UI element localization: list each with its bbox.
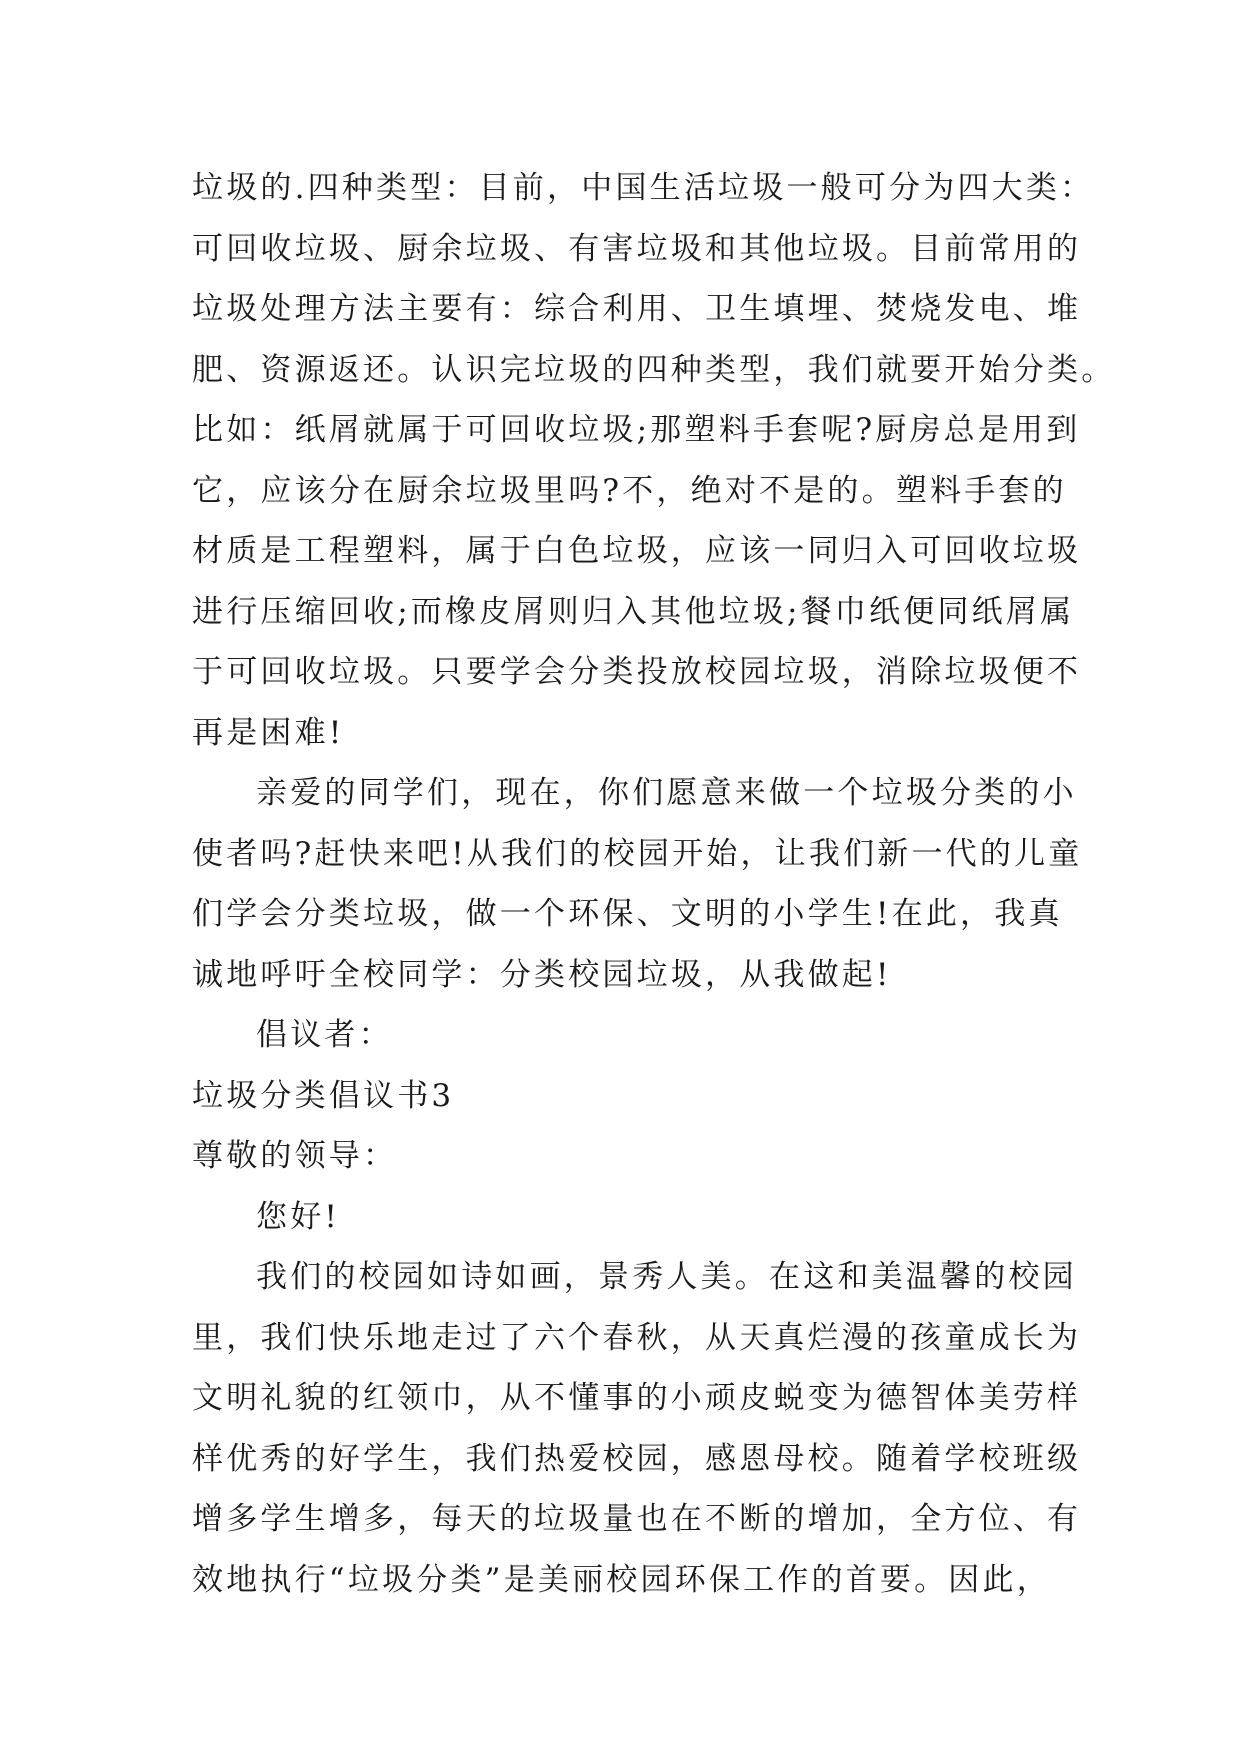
text-line: 样优秀的好学生，我们热爱校园，感恩母校。随着学校班级 [192,1440,1082,1477]
paragraph-first-line: 亲爱的同学们，现在，你们愿意来做一个垃圾分类的小 [256,775,1077,811]
paragraph-first-line: 我们的校园如诗如画，景秀人美。在这和美温馨的校园 [256,1259,1077,1295]
salutation: 尊敬的领导： [192,1138,398,1174]
section-title: 垃圾分类倡议书3 [192,1077,455,1114]
document-page [192,158,1116,1610]
text-line: 增多学生增多，每天的垃圾量也在不断的增加，全方位、有 [192,1501,1082,1537]
text-line: 肥、资源返还。认识完垃圾的四种类型，我们就要开始分类。 [192,351,1116,388]
greeting: 您好! [256,1198,341,1235]
text-line: 于可回收垃圾。只要学会分类投放校园垃圾，消除垃圾便不 [192,654,1082,690]
text-line: 可回收垃圾、厨余垃圾、有害垃圾和其他垃圾。目前常用的 [192,230,1082,267]
text-line: 它，应该分在厨余垃圾里吗?不，绝对不是的。塑料手套的 [192,472,1067,509]
text-line: 文明礼貌的红领巾，从不懂事的小顽皮蜕变为德智体美劳样 [192,1380,1082,1416]
text-line: 里，我们快乐地走过了六个春秋，从天真烂漫的孩童成长为 [192,1319,1082,1356]
text-line: 垃圾处理方法主要有：综合利用、卫生填埋、焚烧发电、堆 [192,291,1082,327]
text-line: 们学会分类垃圾，做一个环保、文明的小学生!在此，我真 [192,896,1063,932]
text-line: 诚地呼吁全校同学：分类校园垃圾，从我做起! [192,956,892,993]
text-line: 再是困难! [192,714,345,751]
text-line: 效地执行“垃圾分类”是美丽校园环保工作的首要。因此， [192,1561,1051,1598]
text-line: 进行压缩回收;而橡皮屑则归入其他垃圾;餐巾纸便同纸屑属 [192,593,1075,630]
text-line: 比如：纸屑就属于可回收垃圾;那塑料手套呢?厨房总是用到 [192,412,1081,448]
text-line: 使者吗?赶快来吧!从我们的校园开始，让我们新一代的儿童 [192,835,1083,872]
signature-line: 倡议者： [256,1017,393,1053]
text-line: 垃圾的.四种类型：目前，中国生活垃圾一般可分为四大类： [192,170,1095,206]
text-line: 材质是工程塑料，属于白色垃圾，应该一同归入可回收垃圾 [192,533,1082,569]
